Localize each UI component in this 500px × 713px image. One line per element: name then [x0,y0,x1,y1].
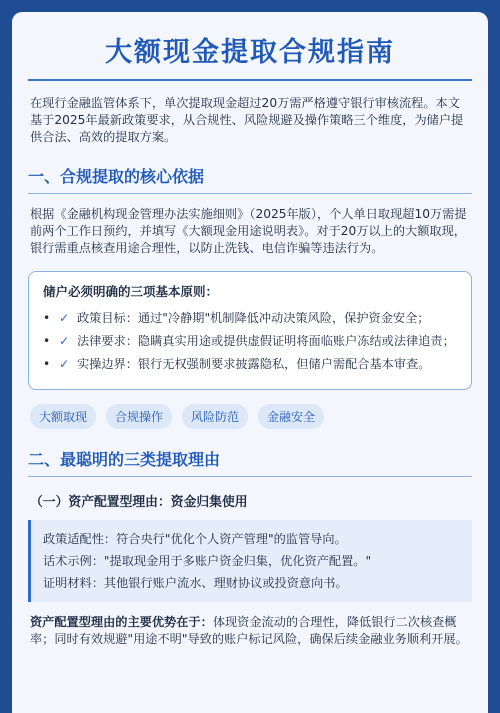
advantage-label: 资产配置型理由的主要优势在于： [30,615,213,629]
reason-details-box [28,520,472,602]
intro-paragraph: 在现行金融监管体系下，单次提取现金超过20万需严格遵守银行审核流程。本文基于2025年最新政策要求，从合规性、风险规避及操作策略三个维度，为储户提供合法、高效的提取方案。 [30,96,464,144]
principle-item [43,310,457,327]
tag-chip[interactable]: 风险防范 [182,404,248,429]
section1-heading [28,164,472,187]
principle-text: 政策目标：通过"冷静期"机制降低冲动决策风险，保护资金安全； [77,311,430,325]
principle-item [43,356,457,373]
section2-heading [28,447,472,470]
principle-text: 实操边界：银行无权强制要求披露隐私，但储户需配合基本审查。 [77,357,431,371]
page-title: 大额现金提取合规指南 [105,37,395,68]
reason-line: 证明材料：其他银行账户流水、理财协议或投资意向书。 [43,576,348,590]
principles-box [28,271,472,390]
section1-divider [28,193,472,194]
advantage-text: 体现资金流动的合理性，降低银行二次核查概率；同时有效规避"用途不明"导致的账户标记风险，确保后续金融业务顺利开展。 [30,615,468,646]
section1-heading-text: 一、合规提取的核心依据 [28,167,205,186]
reason-line: 话术示例："提取现金用于多账户资金归集，优化资产配置。" [43,554,372,568]
bullet-dot-icon: • [43,334,51,348]
bullet-dot-icon: • [43,357,51,371]
section2-divider [28,476,472,477]
advantage-paragraph [30,614,470,648]
reason-line: 政策适配性：符合央行"优化个人资产管理"的监管导向。 [43,532,347,546]
title-divider [28,79,472,81]
bullet-dot-icon: • [43,311,51,325]
section2-heading-text: 二、最聪明的三类提取理由 [28,450,221,469]
subsection-heading: （一）资产配置型理由：资金归集使用 [30,495,248,510]
check-icon: ✓ [59,357,70,371]
principles-title: 储户必须明确的三项基本原则： [43,284,219,299]
tag-chip[interactable]: 大额取现 [30,404,96,429]
principle-item [43,333,457,350]
guide-sheet [12,12,488,713]
check-icon: ✓ [59,334,70,348]
section1-paragraph: 根据《金融机构现金管理办法实施细则》（2025年版），个人单日取现超10万需提前两个工作日预约，并填写《大额现金用途说明表》。对于20万以上的大额取现，银行需重点核查用途合理性，以防止洗钱、电信诈骗等违法行为。 [30,207,467,255]
tag-chip[interactable]: 合规操作 [106,404,172,429]
tag-list [30,404,470,429]
principle-text: 法律要求：隐瞒真实用途或提供虚假证明将面临账户冻结或法律追责； [77,334,455,348]
check-icon: ✓ [59,311,70,325]
tag-chip[interactable]: 金融安全 [258,404,324,429]
